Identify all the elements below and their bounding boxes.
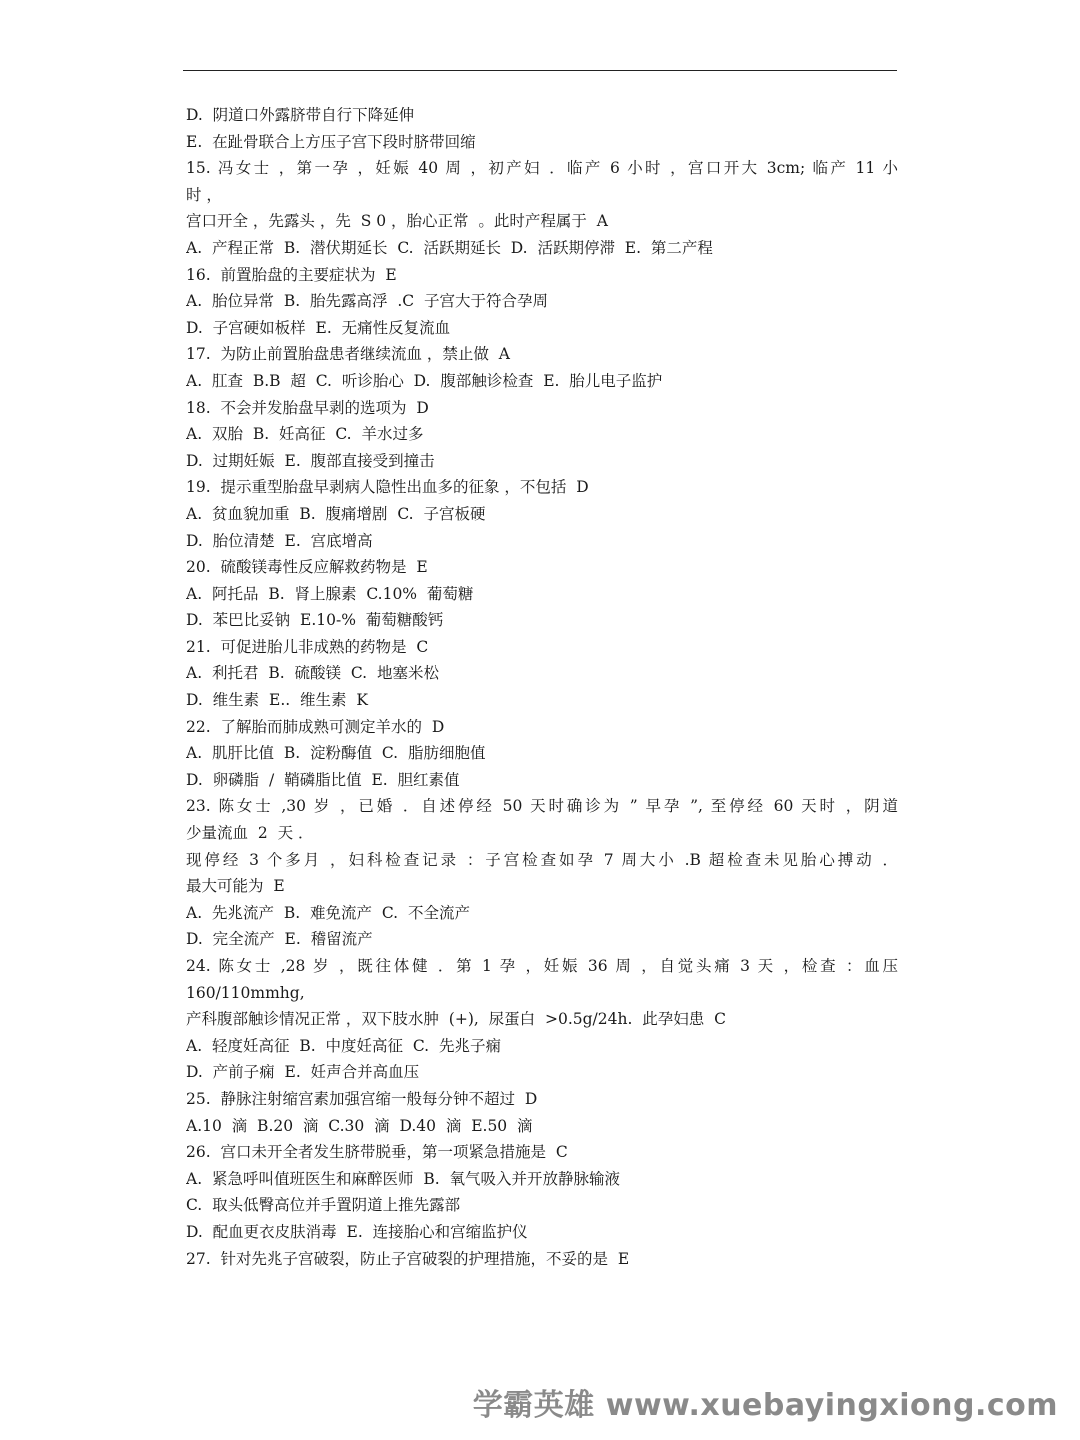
text-line: 18. 不会并发胎盘早剥的选项为 D (186, 398, 429, 417)
text-line: A. 阿托品 B. 肾上腺素 C.10% 葡萄糖 (186, 584, 474, 603)
text-line: 22. 了解胎而肺成熟可测定羊水的 D (186, 717, 445, 736)
text-line: D. 完全流产 E. 稽留流产 (186, 930, 373, 949)
text-line: 最大可能为 E (186, 877, 285, 896)
header-rule (183, 70, 897, 71)
text-line: 17. 为防止前置胎盘患者继续流血 ，禁止做 A (186, 345, 510, 364)
text-line: D. 子宫硬如板样 E. 无痛性反复流血 (186, 318, 451, 337)
text-line: A. 肌肝比值 B. 淀粉酶值 C. 脂肪细胞值 (186, 744, 486, 763)
text-line: C. 取头低臀高位并手置阴道上推先露部 (186, 1196, 461, 1215)
text-line: 26. 宫口未开全者发生脐带脱垂，第一项紧急措施是 C (186, 1143, 568, 1162)
text-line: A. 贫血貌加重 B. 腹痛增剧 C. 子宫板硬 (186, 504, 486, 523)
text-line: A. 产程正常 B. 潜伏期延长 C. 活跃期延长 D. 活跃期停滞 E. 第二产程 (186, 238, 713, 257)
site-watermark: 学霸英雄 www.xuebayingxiong.com (472, 1388, 1058, 1423)
text-line: 少量流血 2 天 ． (186, 824, 314, 843)
text-line: 24. 陈女士 ,28 岁 ，既往体健 ．第 1 孕 ，妊娠 36 周 ，自觉头痛 3 天 ，检查 ：血压 (186, 957, 898, 975)
text-line: 160/110mmhg, (186, 983, 305, 1002)
text-line: A. 双胎 B. 妊高征 C. 羊水过多 (186, 425, 424, 444)
text-line: A. 先兆流产 B. 难免流产 C. 不全流产 (186, 903, 470, 922)
text-line: 产科腹部触诊情况正常 ，双下肢水肿 (+), 尿蛋白 >0.5g/24h. 此孕妇患 C (186, 1010, 726, 1029)
text-line: 21. 可促进胎儿非成熟的药物是 C (186, 637, 429, 656)
text-line: 27. 针对先兆子宫破裂，防止子宫破裂的护理措施，不妥的是 E (186, 1249, 630, 1268)
text-line: 现停经 3 个多月 ，妇科检查记录 ：子宫检查如孕 7 周大小 .B 超检查未见胎心搏动 ． (186, 850, 898, 869)
text-line: D. 过期妊娠 E. 腹部直接受到撞击 (186, 451, 435, 470)
text-line: A. 紧急呼叫值班医生和麻醉医师 B. 氧气吸入并开放静脉输液 (186, 1169, 621, 1188)
text-line: A. 利托君 B. 硫酸镁 C. 地塞米松 (186, 664, 439, 683)
text-line: D. 苯巴比妥钠 E.10-% 葡萄糖酸钙 (186, 611, 444, 630)
text-line: D. 产前子痫 E. 妊声合并高血压 (186, 1063, 420, 1082)
text-line: D. 阴道口外露脐带自行下降延伸 (186, 106, 415, 124)
text-line: 19. 提示重型胎盘早剥病人隐性出血多的征象 ，不包括 D (186, 478, 589, 497)
text-line: 23. 陈女士 ,30 岁 ，已婚 ．自述停经 50 天时确诊为 ” 早孕 ”, 至停经 60 天时 ，阴道 (186, 797, 898, 816)
text-line: 25. 静脉注射缩宫素加强宫缩一般每分钟不超过 D (186, 1089, 538, 1108)
text-line: D. 维生素 E.. 维生素 K (186, 691, 368, 710)
text-line: D. 卵磷脂 / 鞘磷脂比值 E. 胆红素值 (186, 770, 460, 789)
text-line: A.10 滴 B.20 滴 C.30 滴 D.40 滴 E.50 滴 (186, 1116, 533, 1135)
text-line: A. 胎位异常 B. 胎先露高浮 .C 子宫大于符合孕周 (186, 292, 548, 311)
text-line: D. 胎位清楚 E. 宫底增高 (186, 531, 373, 550)
text-line: A. 轻度妊高征 B. 中度妊高征 C. 先兆子痫 (186, 1036, 501, 1055)
text-line: 宫口开全 ，先露头 ，先 S 0 ，胎心正常 。此时产程属于 A (186, 212, 608, 231)
text-line: E. 在趾骨联合上方压子宫下段时脐带回缩 (186, 132, 476, 151)
document-body (186, 102, 898, 1272)
text-line: 20. 硫酸镁毒性反应解救药物是 E (186, 558, 428, 577)
text-line: 15. 冯女士 ，第一孕 ，妊娠 40 周 ，初产妇 ．临产 6 小时 ，宫口开大 3cm; 临产 11 小 (186, 159, 898, 178)
text-line: D. 配血更衣皮肤消毒 E. 连接胎心和宫缩监护仪 (186, 1222, 528, 1241)
text-line: A. 肛查 B.B 超 C. 听诊胎心 D. 腹部触诊检查 E. 胎儿电子监护 (186, 371, 663, 390)
text-line: 16. 前置胎盘的主要症状为 E (186, 265, 397, 284)
text-line: 时 ， (186, 185, 222, 204)
